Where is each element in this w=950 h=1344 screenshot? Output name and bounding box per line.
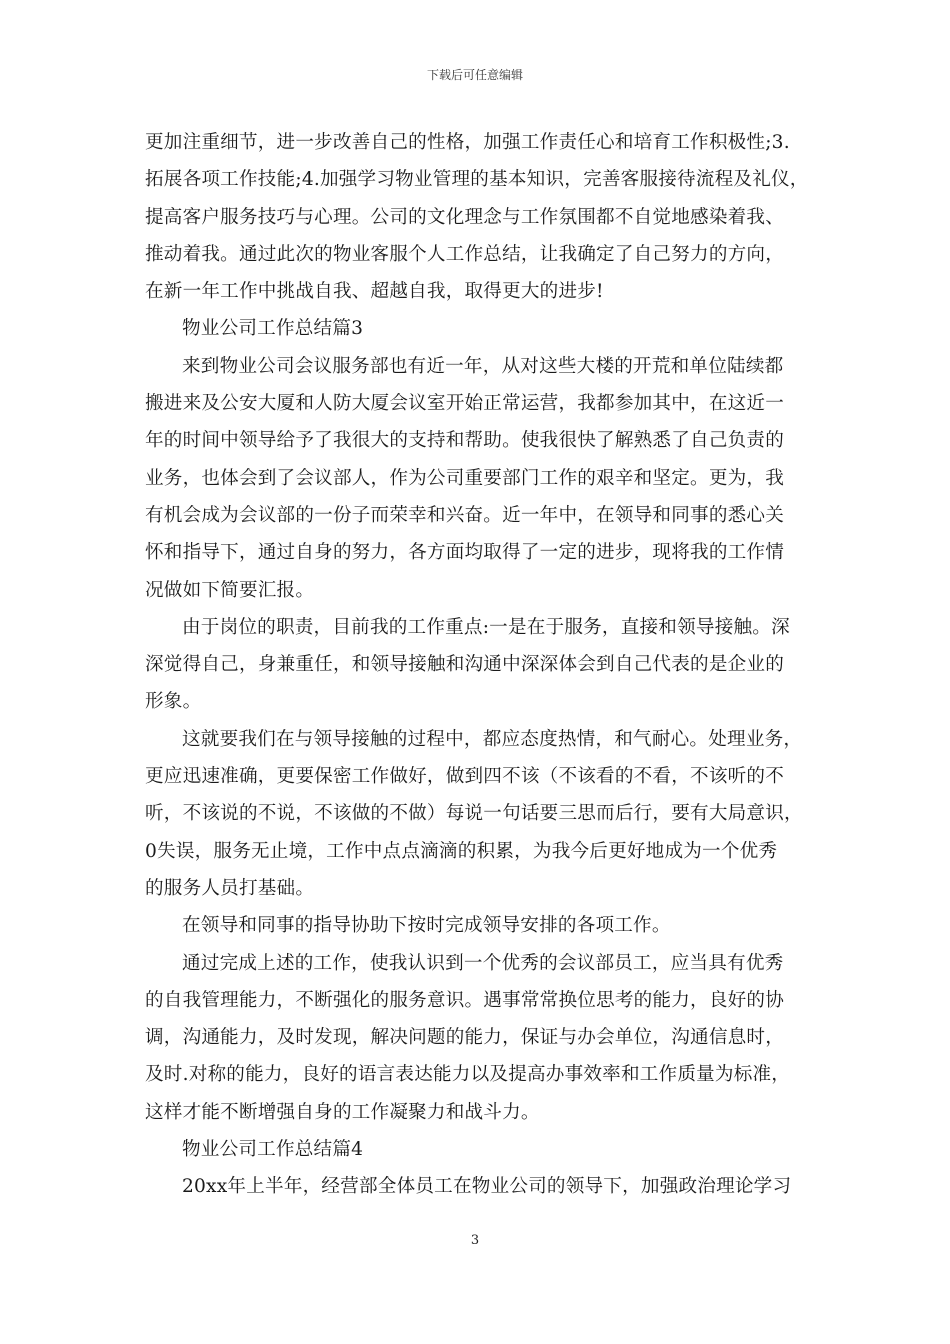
text-line: 推动着我。通过此次的物业客服个人工作总结，让我确定了自己努力的方向， [145,243,784,265]
text-line: 调，沟通能力，及时发现，解决问题的能力，保证与办会单位，沟通信息时， [145,1027,784,1049]
section-heading: 物业公司工作总结篇4 [182,1139,364,1161]
page-header: 下载后可任意编辑 [426,68,523,82]
text-line: 有机会成为会议部的一份子而荣幸和兴奋。近一年中，在领导和同事的悉心关 [145,504,784,526]
text-line: 的服务人员打基础。 [145,877,315,899]
text-line: 年的时间中领导给予了我很大的支持和帮助。使我很快了解熟悉了自己负责的 [145,430,784,452]
text-line: 及时.对称的能力，良好的语言表达能力以及提高办事效率和工作质量为标准， [145,1064,791,1086]
page-number: 3 [470,1233,480,1248]
text-line: 20xx年上半年，经营部全体员工在物业公司的领导下，加强政治理论学习 [182,1176,792,1198]
text-line: 况做如下简要汇报。 [145,579,315,601]
text-line: 这就要我们在与领导接触的过程中，都应态度热情，和气耐心。处理业务， [182,728,803,750]
text-line: 由于岗位的职责，目前我的工作重点:一是在于服务，直接和领导接触。深 [182,616,790,638]
text-line: 这样才能不断增强自身的工作凝聚力和战斗力。 [145,1101,540,1123]
text-line: 0失误，服务无止境，工作中点点滴滴的积累，为我今后更好地成为一个优秀 [145,840,778,862]
text-line: 的自我管理能力，不断强化的服务意识。遇事常常换位思考的能力，良好的协 [145,989,784,1011]
text-line: 搬进来及公安大厦和人防大厦会议室开始正常运营，我都参加其中，在这近一 [145,393,784,415]
text-line: 更应迅速准确，更要保密工作做好，做到四不该（不该看的不看，不该听的不 [145,766,784,788]
text-line: 拓展各项工作技能;4.加强学习物业管理的基本知识，完善客服接待流程及礼仪， [145,169,809,191]
text-line: 通过完成上述的工作，使我认识到一个优秀的会议部员工，应当具有优秀 [182,952,784,974]
text-line: 形象。 [145,691,202,713]
document-body [145,124,810,1206]
text-line: 提高客户服务技巧与心理。公司的文化理念与工作氛围都不自觉地感染着我、 [145,206,784,228]
text-line: 在领导和同事的指导协助下按时完成领导安排的各项工作。 [182,915,671,937]
text-line: 来到物业公司会议服务部也有近一年，从对这些大楼的开荒和单位陆续都 [182,355,784,377]
section-heading: 物业公司工作总结篇3 [182,318,364,340]
text-line: 怀和指导下，通过自身的努力，各方面均取得了一定的进步，现将我的工作情 [145,542,784,564]
text-line: 听，不该说的不说，不该做的不做）每说一句话要三思而后行，要有大局意识， [145,803,803,825]
text-line: 业务，也体会到了会议部人，作为公司重要部门工作的艰辛和坚定。更为，我 [145,467,784,489]
text-line: 深觉得自己，身兼重任，和领导接触和沟通中深深体会到自己代表的是企业的 [145,654,784,676]
text-line: 在新一年工作中挑战自我、超越自我，取得更大的进步! [145,281,604,303]
text-line: 更加注重细节，进一步改善自己的性格，加强工作责任心和培育工作积极性;3. [145,132,790,153]
